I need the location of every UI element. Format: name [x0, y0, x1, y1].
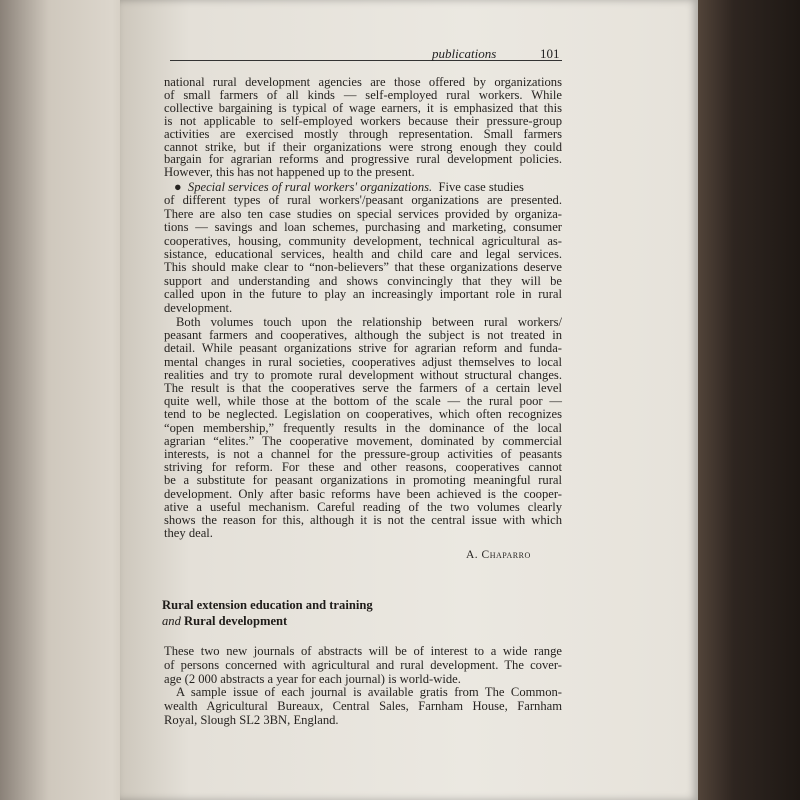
text-line: quite well, while those at the bottom of the scale — the rural poor — [164, 394, 562, 409]
text-line: be a substitute for peasant organizations in promoting meaningful rural [164, 473, 562, 488]
text-line: There are also ten case studies on special services provided by organiza- [164, 206, 562, 221]
text-line: bargain for agrarian reforms and progressive rural development policies. [164, 152, 562, 167]
text-line: interests, is not a channel for the pressure-group activities of peasants [164, 447, 562, 461]
bullet-line [164, 181, 562, 194]
text-line: However, this has not happened up to the present. [164, 165, 415, 180]
text-line: This should make clear to “non-believers” that these organizations deserve [164, 260, 562, 275]
text-line: of persons concerned with agricultural and rural development. The cover- [164, 657, 562, 672]
text-line: is not applicable to self-employed workers because their pressure-group [164, 113, 562, 128]
text-line: realities and try to promote rural development without structural changes. [164, 367, 562, 382]
heading-and: and [162, 614, 181, 628]
notice-heading-line2 [162, 614, 287, 629]
text-line: ative a useful mechanism. Careful reading of the two volumes clearly [164, 499, 562, 514]
text-line: called upon in the future to play an increasingly important role in rural [164, 287, 562, 302]
text-line: activities are exercised mostly through representation. Small farmers [164, 126, 562, 141]
page-number: 101 [540, 46, 560, 61]
text-line: agrarian “elites.” The cooperative movement, dominated by commercial [164, 433, 562, 448]
text-line: peasant farmers and cooperatives, although the subject is not treated in [164, 328, 562, 343]
text-line: cannot strike, but if their organizations were strong enough they could [164, 139, 562, 154]
text-line: development. Only after basic reforms have been achieved is the cooper- [164, 486, 562, 501]
text-line: striving for reform. For these and other reasons, cooperatives cannot [164, 460, 562, 475]
text-line: tions — savings and loan schemes, purchasing and marketing, consumer [164, 220, 562, 235]
text-line: they deal. [164, 526, 213, 541]
text-line: “open membership,” frequently results in the dominance of the local [164, 420, 562, 435]
text-line: Royal, Slough SL2 3BN, England. [164, 712, 339, 727]
text-line: A sample issue of each journal is available gratis from The Common- [176, 685, 562, 699]
bullet-title: Special services of rural workers' organizations. [187, 180, 433, 194]
notice-heading-line1: Rural extension education and training [162, 598, 373, 612]
bullet-icon: ● [174, 180, 182, 194]
background-surface [690, 0, 800, 800]
text-line: of different types of rural workers'/peasant organizations are presented. [164, 193, 562, 208]
text-line: age (2 000 abstracts a year for each journal) is world-wide. [164, 671, 461, 686]
text-line: national rural development agencies are those offered by organizations [164, 75, 562, 89]
text-line: detail. While peasant organizations strive for agrarian reform and funda- [164, 341, 562, 356]
text-line: sistance, educational services, health and child care and legal services. [164, 247, 562, 261]
text-line: support and understanding and shows convincingly that they will be [164, 273, 562, 288]
header-rule [170, 60, 562, 61]
text-line: Both volumes touch upon the relationship between rural workers/ [176, 315, 562, 329]
text-line: of small farmers of all kinds — self-employed rural workers. While [164, 87, 562, 102]
review-signature: A. Chaparro [466, 549, 531, 561]
text-line: The result is that the cooperatives serve the farmers of a certain level [164, 381, 562, 395]
text-line: These two new journals of abstracts will be of interest to a wide range [164, 644, 562, 658]
text-line: development. [164, 300, 233, 315]
text-line: wealth Agricultural Bureaux, Central Sales, Farnham House, Farnham [164, 698, 562, 713]
running-header: publications [432, 46, 497, 61]
heading-title: Rural development [184, 614, 288, 628]
text-line: cooperatives, housing, community development, technical agricultural as- [164, 233, 562, 248]
text-line: mental changes in rural societies, cooperatives adjust themselves to local [164, 354, 562, 369]
text-line: shows the reason for this, although it is not the central issue with which [164, 513, 562, 527]
facing-page-edge [0, 0, 140, 800]
text-line: Five case studies [438, 180, 524, 194]
text-line: tend to be neglected. Legislation on cooperatives, which often recognizes [164, 407, 562, 422]
text-line: collective bargaining is typical of wage earners, it is emphasized that this [164, 100, 562, 115]
